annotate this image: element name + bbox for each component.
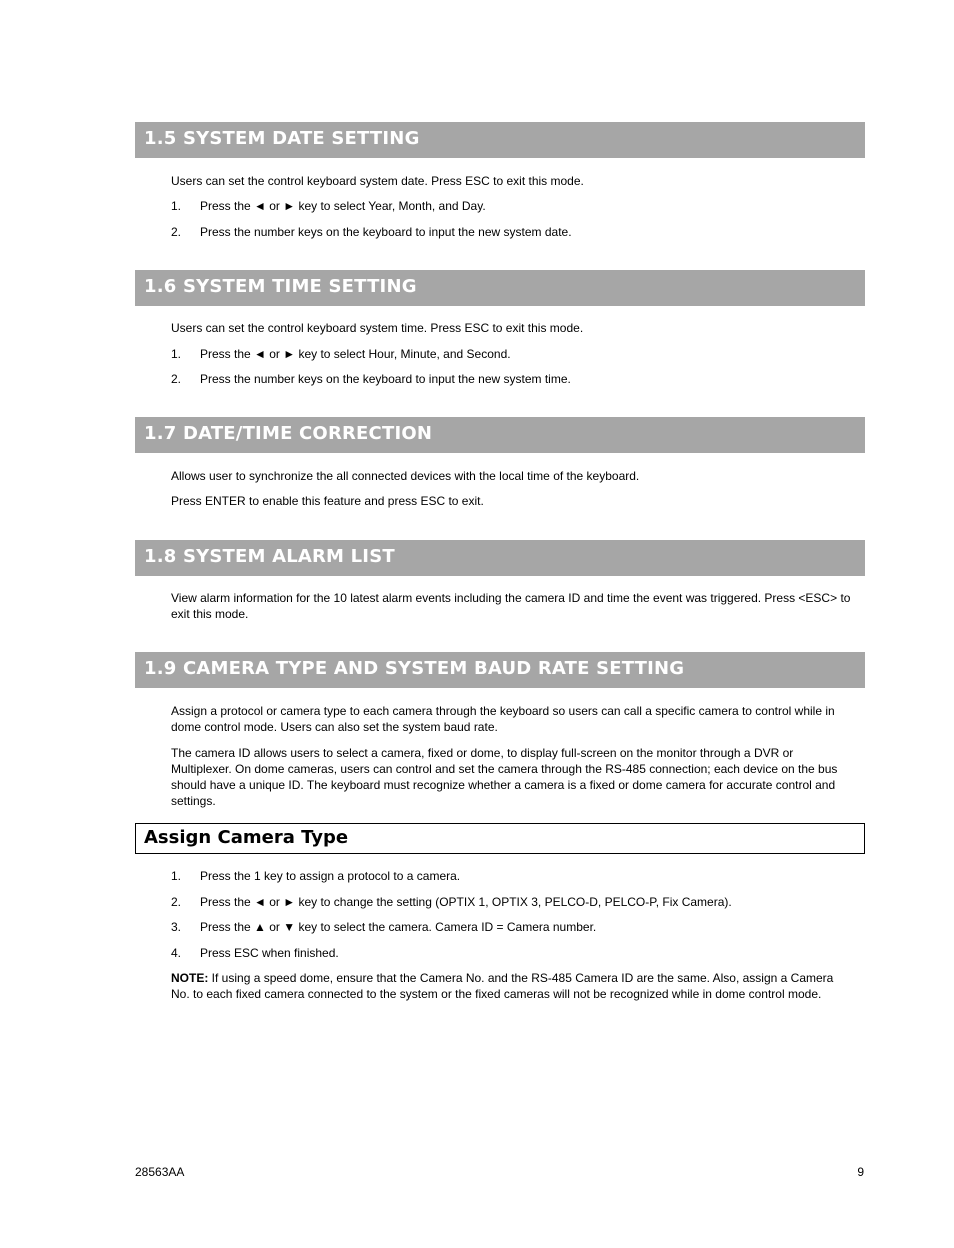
- section-title-1-5: 1.5 SYSTEM DATE SETTING: [144, 128, 420, 149]
- section-1-7-paragraph-2: Press ENTER to enable this feature and press ESC to exit.: [171, 494, 484, 508]
- section-header-1-7: [135, 417, 865, 453]
- list-item-text: Press the ▲ or ▼ key to select the camera. Camera ID = Camera number.: [200, 920, 597, 934]
- list-item-number: 1.: [171, 347, 182, 361]
- list-item-number: 2.: [171, 372, 182, 386]
- list-item-text: Press the ◄ or ► key to select Year, Month, and Day.: [200, 199, 486, 213]
- list-item-text: Press the number keys on the keyboard to input the new system date.: [200, 225, 572, 239]
- list-item-text: Press the ◄ or ► key to change the setting (OPTIX 1, OPTIX 3, PELCO-D, PELCO-P, Fix Camera).: [200, 895, 732, 909]
- note-paragraph: [171, 970, 855, 1002]
- footer-page-number: 9: [857, 1165, 864, 1179]
- section-header-1-9: [135, 652, 865, 688]
- list-item-number: 3.: [171, 920, 182, 934]
- section-header-1-6: [135, 270, 865, 306]
- list-item-text: Press ESC when finished.: [200, 946, 339, 960]
- section-header-1-8: [135, 540, 865, 576]
- list-item-number: 2.: [171, 225, 182, 239]
- footer-document-number: 28563AA: [135, 1165, 185, 1179]
- list-item-number: 1.: [171, 869, 182, 883]
- section-1-6-intro: Users can set the control keyboard system time. Press ESC to exit this mode.: [171, 321, 584, 335]
- section-title-1-8: 1.8 SYSTEM ALARM LIST: [144, 546, 395, 567]
- list-item-text: Press the ◄ or ► key to select Hour, Minute, and Second.: [200, 347, 511, 361]
- section-title-1-9: 1.9 CAMERA TYPE AND SYSTEM BAUD RATE SETTING: [144, 658, 685, 679]
- section-1-9-paragraph-2: The camera ID allows users to select a camera, fixed or dome, to display full-screen on the monitor through a DVR or Multiplexer. On dome cameras, users can control and set the camera through the RS-485 connection; each device on the bus should have a unique ID. The keyboard must recognize whether a camera is a fixed or dome camera for accurate control and settings.: [171, 746, 838, 808]
- list-item-text: Press the number keys on the keyboard to input the new system time.: [200, 372, 571, 386]
- section-1-9-paragraph-1: Assign a protocol or camera type to each camera through the keyboard so users can call a specific camera to control while in dome control mode. Users can also set the system baud rate.: [171, 704, 835, 734]
- section-title-1-6: 1.6 SYSTEM TIME SETTING: [144, 276, 417, 297]
- note-text: If using a speed dome, ensure that the Camera No. and the RS-485 Camera ID are the same. Also, assign a Camera No. to each fixed camera connected to the system or the fixed cameras will not be recognized while in dome control mode.: [171, 971, 834, 1001]
- subsection-header-assign-camera-type: [135, 823, 865, 854]
- list-item-text: Press the 1 key to assign a protocol to a camera.: [200, 869, 461, 883]
- section-1-7-paragraph-1: Allows user to synchronize the all connected devices with the local time of the keyboard.: [171, 469, 640, 483]
- section-header-1-5: [135, 122, 865, 158]
- list-item-number: 4.: [171, 946, 182, 960]
- subsection-title: Assign Camera Type: [144, 827, 349, 848]
- list-item-number: 1.: [171, 199, 182, 213]
- section-title-1-7: 1.7 DATE/TIME CORRECTION: [144, 423, 433, 444]
- note-label: NOTE:: [171, 971, 209, 985]
- list-item-number: 2.: [171, 895, 182, 909]
- section-1-5-intro: Users can set the control keyboard system date. Press ESC to exit this mode.: [171, 174, 584, 188]
- section-1-8-paragraph: View alarm information for the 10 latest alarm events including the camera ID and time the event was triggered. Press <ESC> to exit this mode.: [171, 591, 851, 621]
